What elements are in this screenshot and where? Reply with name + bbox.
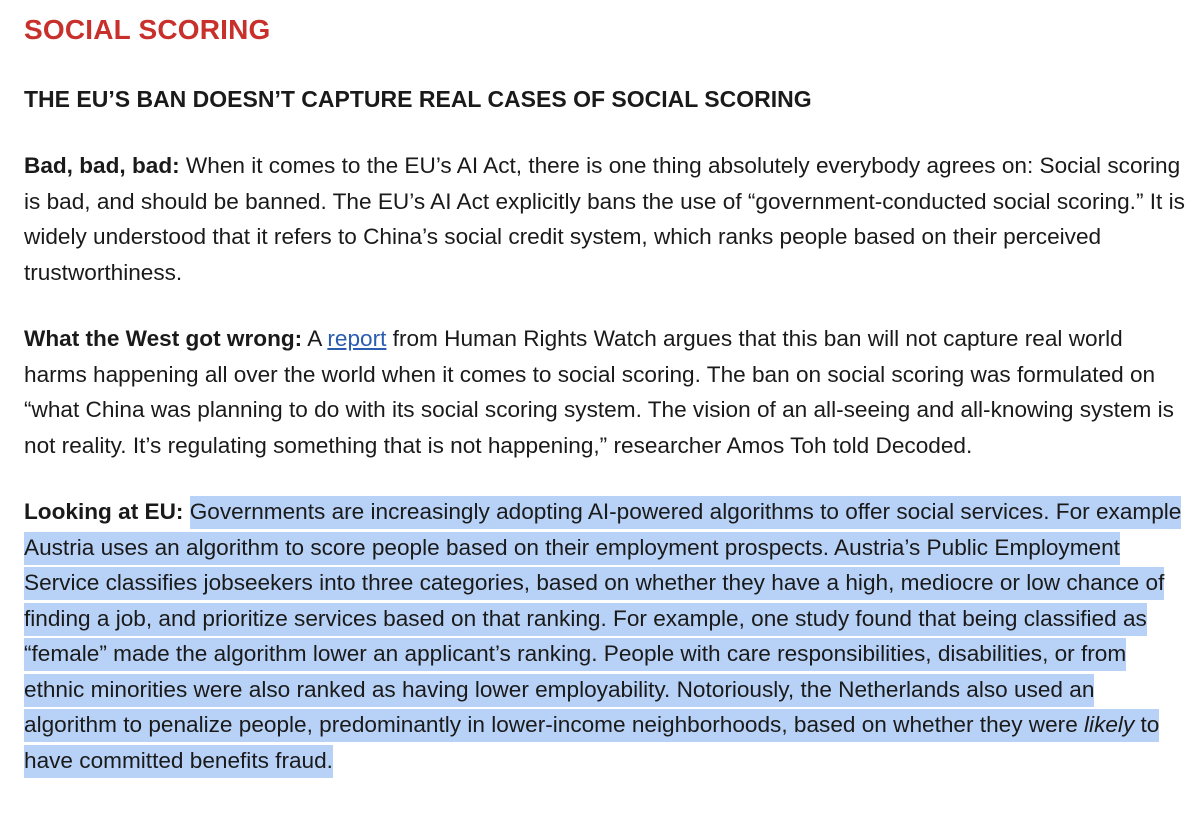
paragraph-west-got-wrong: [24, 321, 1190, 463]
paragraph-text: A: [302, 326, 328, 351]
paragraph-text: to have committed benefits fraud.: [24, 712, 1160, 773]
paragraph-text: When it comes to the EU’s AI Act, there is one thing absolutely everybody agrees on: Social scoring is bad, and should be banned. The EU’s AI Act explicitly bans the use of “government-conducted social scoring.” It is widely understood that it refers to China’s social credit system, which ranks people based on their perceived trustworthiness.: [24, 153, 1185, 285]
emphasis-text: likely: [1084, 712, 1135, 737]
paragraph-lead: What the West got wrong:: [24, 326, 303, 351]
section-title: SOCIAL SCORING: [24, 14, 271, 45]
paragraph-bad-bad-bad: [24, 148, 1190, 290]
paragraph-lead: Bad, bad, bad:: [24, 153, 180, 178]
paragraph-text: Governments are increasingly adopting AI-powered algorithms to offer social services. For example Austria uses an algorithm to score people based on their employment prospects. Austria’s Public Employment Service classifies jobseekers into three categories, based on whether they have a high, mediocre or low chance of finding a job, and prioritize services based on that ranking. For example, one study found that being classified as “female” made the algorithm lower an applicant’s ranking. People with care responsibilities, disabilities, or from ethnic minorities were also ranked as having lower employability. Notoriously, the Netherlands also used an algorithm to penalize people, predominantly in lower-income neighborhoods, based on whether they were: [24, 499, 1182, 737]
paragraph-looking-at-eu: [24, 494, 1190, 778]
paragraph-lead: Looking at EU:: [24, 499, 184, 524]
report-link[interactable]: report: [327, 326, 387, 351]
paragraph-text: from Human Rights Watch argues that this ban will not capture real world harms happening all over the world when it comes to social scoring. The ban on social scoring was formulated on “what China was planning to do with its social scoring system. The vision of an all-seeing and all-knowing system is not reality. It’s regulating something that is not happening,” researcher Amos Toh told Decoded.: [24, 326, 1174, 458]
selected-text-highlight[interactable]: [24, 496, 1181, 778]
article-headline: THE EU’S BAN DOESN’T CAPTURE REAL CASES OF SOCIAL SCORING: [24, 86, 812, 112]
